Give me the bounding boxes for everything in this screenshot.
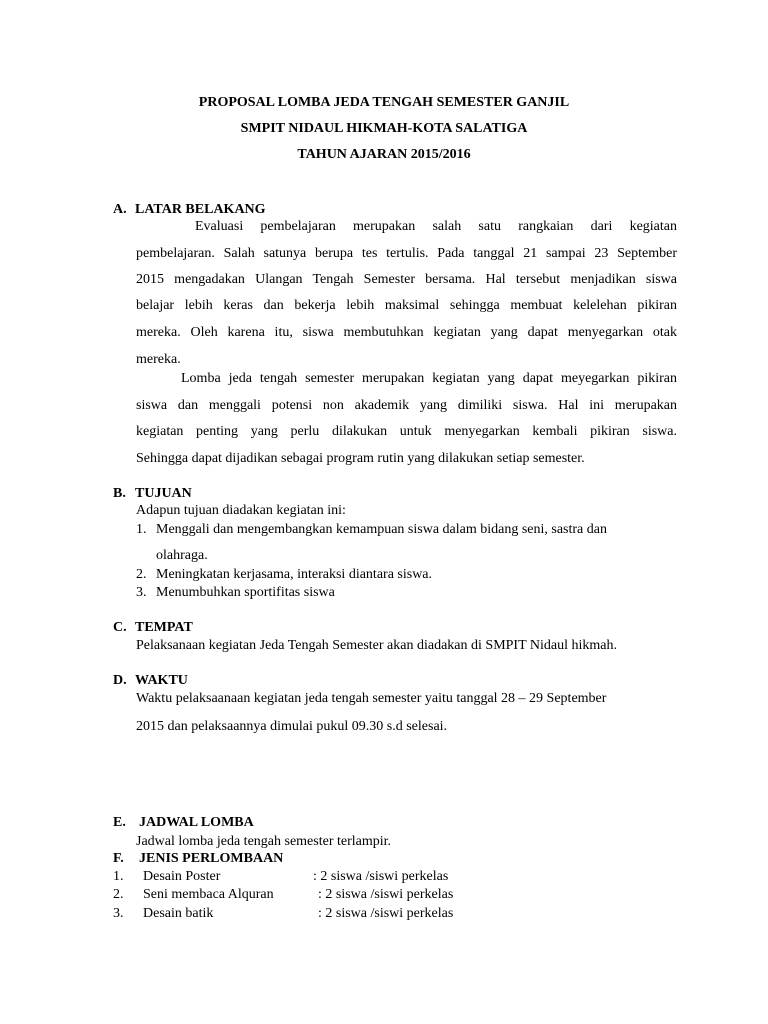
section-a-para1-line6: mereka. bbox=[136, 352, 181, 367]
section-b-letter: B. bbox=[113, 486, 126, 501]
section-f-item-2-name: Seni membaca Alquran bbox=[143, 887, 274, 902]
section-b-item-1-cont: olahraga. bbox=[156, 548, 208, 563]
section-b-intro: Adapun tujuan diadakan kegiatan ini: bbox=[136, 503, 346, 518]
section-f-title: JENIS PERLOMBAAN bbox=[139, 851, 284, 866]
section-a-para1-line4: belajar lebih keras dan bekerja lebih maksimal sehingga membuat kelelehan pikiran bbox=[136, 298, 677, 313]
section-a-title: LATAR BELAKANG bbox=[135, 202, 266, 217]
section-a-para1-line1: Evaluasi pembelajaran merupakan salah satu rangkaian dari kegiatan bbox=[195, 219, 677, 234]
section-c-heading bbox=[113, 620, 193, 636]
section-d-heading bbox=[113, 673, 188, 689]
section-e-heading bbox=[113, 815, 254, 831]
section-f-item-1-num: 1. bbox=[113, 869, 124, 884]
section-b-item-2: 2. Meningkatan kerjasama, interaksi diantara siswa. bbox=[136, 567, 433, 582]
section-f-item-1-detail: : 2 siswa /siswi perkelas bbox=[313, 869, 449, 884]
section-a-para2-line1: Lomba jeda tengah semester merupakan kegiatan yang dapat meyegarkan pikiran bbox=[181, 371, 677, 386]
section-e-title: JADWAL LOMBA bbox=[139, 815, 254, 830]
section-f-letter: F. bbox=[113, 851, 124, 866]
section-f-item-2-detail: : 2 siswa /siswi perkelas bbox=[318, 887, 454, 902]
section-f-item-3-name: Desain batik bbox=[143, 906, 214, 921]
section-d-line-2: 2015 dan pelaksaannya dimulai pukul 09.30 s.d selesai. bbox=[136, 719, 448, 734]
section-e-letter: E. bbox=[113, 815, 126, 830]
section-a-para1-line2: pembelajaran. Salah satunya berupa tes tertulis. Pada tanggal 21 sampai 23 September bbox=[136, 246, 677, 261]
section-f-item-3-detail: : 2 siswa /siswi perkelas bbox=[318, 906, 454, 921]
section-d-letter: D. bbox=[113, 673, 127, 688]
section-a-para2-line2: siswa dan menggali potensi non akademik yang dimiliki siswa. Hal ini merupakan bbox=[136, 398, 677, 413]
section-f-item-3-num: 3. bbox=[113, 906, 124, 921]
section-c-title: TEMPAT bbox=[135, 620, 193, 635]
section-a-para2-line4: Sehingga dapat dijadikan sebagai program rutin yang dilakukan setiap semester. bbox=[136, 451, 585, 466]
section-b-heading bbox=[113, 486, 192, 502]
section-f-item-1-name: Desain Poster bbox=[143, 869, 221, 884]
section-a-para1-line5: mereka. Oleh karena itu, siswa membutuhkan kegiatan yang dapat menyegarkan otak bbox=[136, 325, 677, 340]
title-line-1: PROPOSAL LOMBA JEDA TENGAH SEMESTER GANJIL bbox=[198, 95, 570, 110]
section-b-title: TUJUAN bbox=[135, 486, 192, 501]
section-b-item-3: 3. Menumbuhkan sportifitas siswa bbox=[136, 585, 335, 600]
section-b-item-1: 1. Menggali dan mengembangkan kemampuan siswa dalam bidang seni, sastra dan bbox=[136, 522, 607, 537]
section-a-para2-line3: kegiatan penting yang perlu dilakukan untuk menyegarkan kembali pikiran siswa. bbox=[136, 424, 677, 439]
section-a-para1-line3: 2015 mengadakan Ulangan Tengah Semester bersama. Hal tersebut menjadikan siswa bbox=[136, 272, 677, 287]
section-a-heading bbox=[113, 202, 266, 218]
section-f-item-2-num: 2. bbox=[113, 887, 124, 902]
section-c-letter: C. bbox=[113, 620, 127, 635]
section-a-letter: A. bbox=[113, 202, 127, 217]
title-line-2: SMPIT NIDAUL HIKMAH-KOTA SALATIGA bbox=[240, 121, 528, 136]
section-d-title: WAKTU bbox=[135, 673, 188, 688]
section-d-line-1: Waktu pelaksaanaan kegiatan jeda tengah semester yaitu tanggal 28 – 29 September bbox=[136, 691, 607, 706]
title-line-3: TAHUN AJARAN 2015/2016 bbox=[297, 147, 471, 162]
section-f-heading bbox=[113, 851, 283, 867]
section-c-text: Pelaksanaan kegiatan Jeda Tengah Semester akan diadakan di SMPIT Nidaul hikmah. bbox=[136, 638, 617, 653]
section-e-text: Jadwal lomba jeda tengah semester terlampir. bbox=[136, 834, 392, 849]
